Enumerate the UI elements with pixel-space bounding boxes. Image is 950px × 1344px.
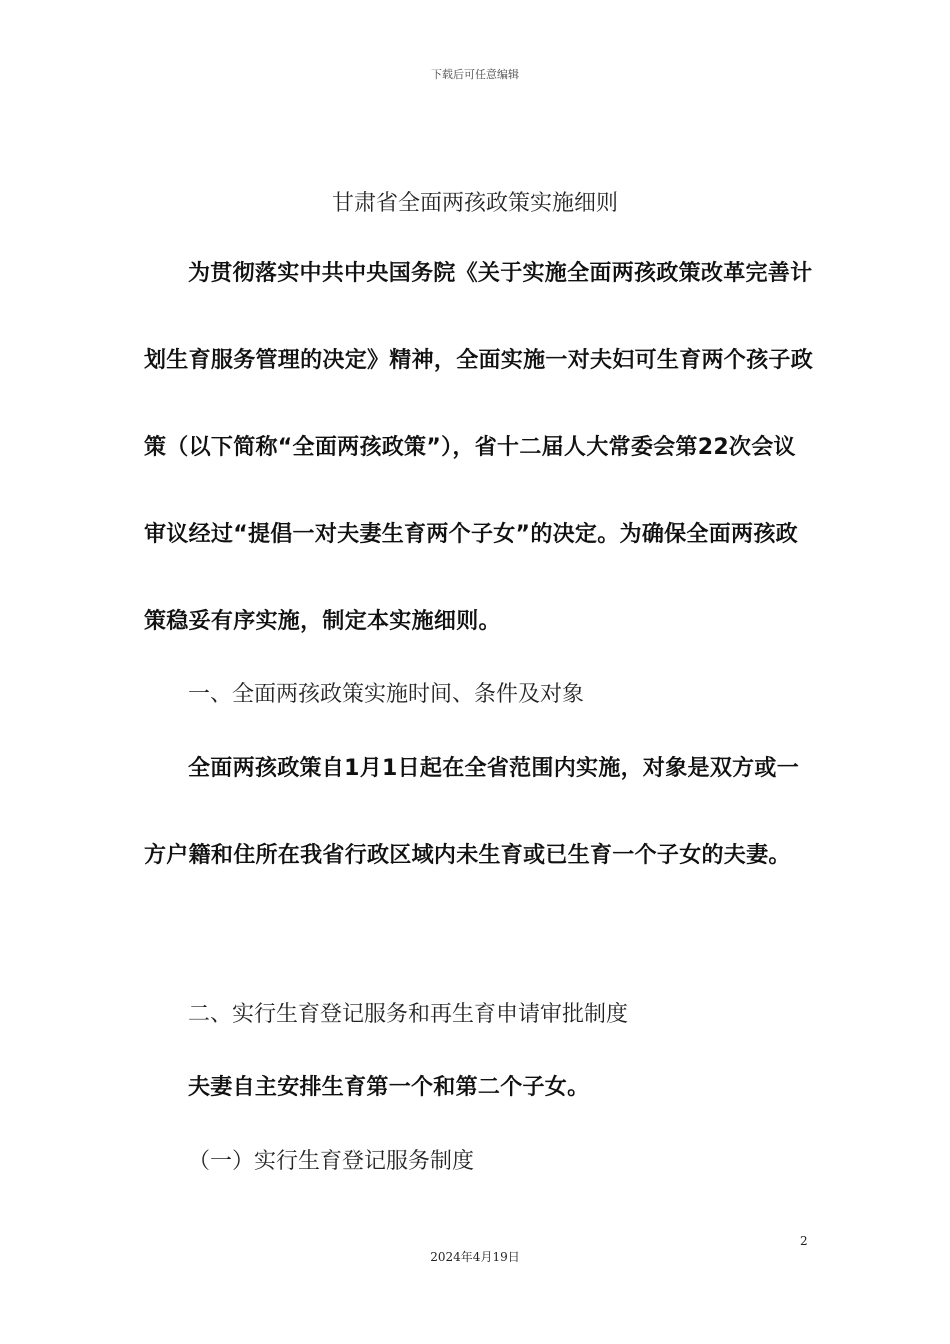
footer-date: 2024年4月19日: [430, 1250, 520, 1264]
intro-paragraph: 为贯彻落实中共中央国务院《关于实施全面两孩政策改革完善计划生育服务管理的决定》精神，全面实施一对夫妇可生育两个孩子政策（以下简称“全面两孩政策”），省十二届人大常委会第22次会议审议经过“提倡一对夫妻生育两个子女”的决定。为确保全面两孩政策稳妥有序实施，制定本实施细则。: [144, 261, 814, 634]
page-number: 2: [800, 1234, 808, 1248]
subsection-1-heading: （一）实行生育登记服务制度: [188, 1149, 475, 1174]
section-1-heading: 一、全面两孩政策实施时间、条件及对象: [188, 682, 585, 707]
document-title: 甘肃省全面两孩政策实施细则: [331, 191, 618, 216]
section-1-paragraph: 全面两孩政策自1月1日起在全省范围内实施，对象是双方或一方户籍和住所在我省行政区域内未生育或已生育一个子女的夫妻。: [144, 756, 800, 868]
section-2-paragraph: 夫妻自主安排生育第一个和第二个子女。: [188, 1075, 590, 1100]
section-2-heading: 二、实行生育登记服务和再生育申请审批制度: [188, 1002, 629, 1027]
header-note: 下载后可任意编辑: [431, 68, 519, 81]
